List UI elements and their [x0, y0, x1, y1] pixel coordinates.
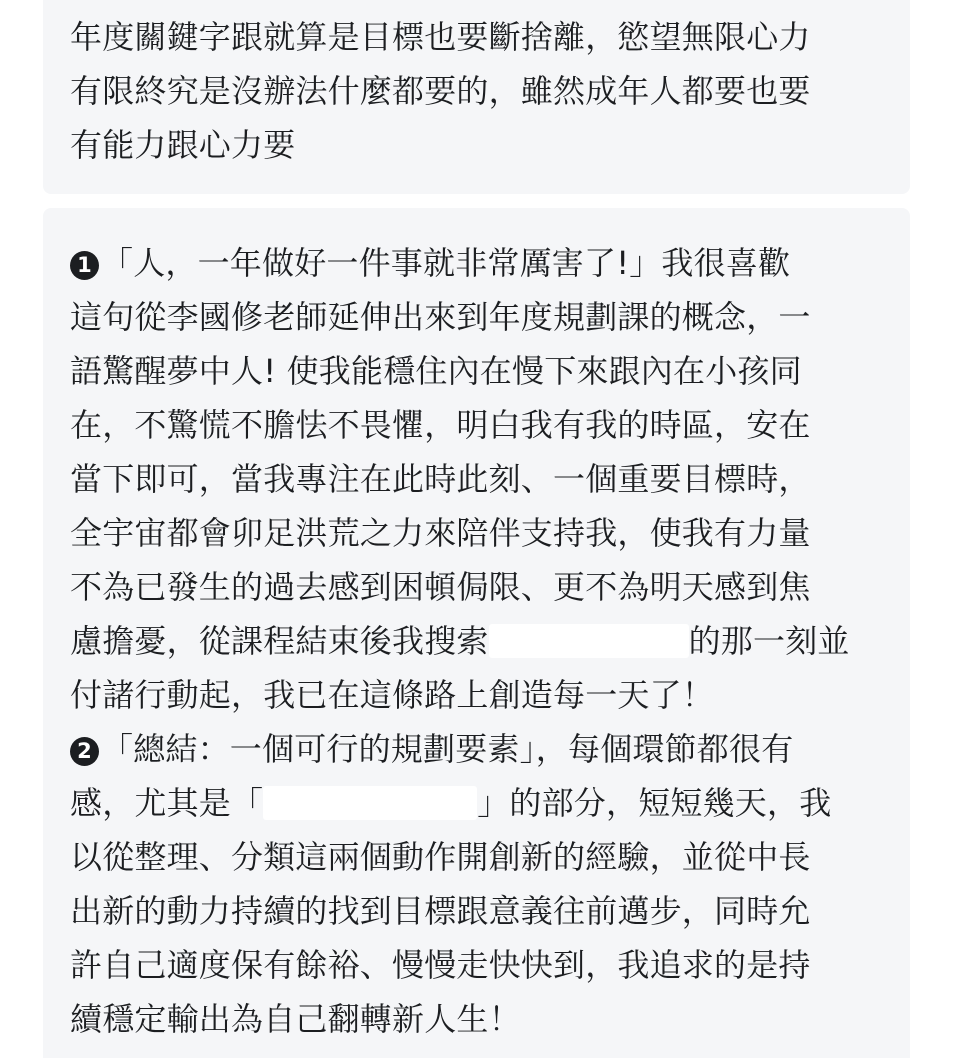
text-line: 以從整理、分類這兩個動作開創新的經驗，並從中長 — [70, 838, 811, 876]
text-line: 語驚醒夢中人! 使我能穩住內在慢下來跟內在小孩同 — [70, 352, 802, 390]
text-line: 全宇宙都會卯足洪荒之力來陪伴支持我，使我有力量 — [70, 514, 811, 552]
number-1-icon: 1 — [70, 251, 99, 280]
text-line: 出新的動力持續的找到目標跟意義往前邁步，同時允 — [70, 892, 811, 930]
list-item-1-line — [70, 243, 790, 283]
text-line: 不為已發生的過去感到困頓侷限、更不為明天感到焦 — [70, 568, 811, 606]
number-2-icon: 2 — [70, 737, 99, 766]
text-line: 有限終究是沒辦法什麼都要的，雖然成年人都要也要 — [70, 72, 811, 110]
text-segment: 感，尤其是「 — [70, 784, 264, 822]
text-line-with-redaction — [70, 621, 850, 661]
text-line: 付諸行動起，我已在這條路上創造每一天了！ — [70, 676, 715, 714]
comment-card-1 — [43, 0, 910, 194]
text-line: 續穩定輸出為自己翻轉新人生！ — [70, 1000, 521, 1038]
text-segment: 的那一刻並 — [688, 622, 850, 660]
comment-card-2 — [43, 208, 910, 1058]
text-line: 當下即可，當我專注在此時此刻、一個重要目標時， — [70, 460, 811, 498]
text-segment: 」的部分，短短幾天，我 — [477, 784, 832, 822]
text-line: 許自己適度保有餘裕、慢慢走快快到，我追求的是持 — [70, 946, 811, 984]
redaction-block — [489, 624, 689, 658]
text-line: 這句從李國修老師延伸出來到年度規劃課的概念，一 — [70, 298, 811, 336]
text-segment: 慮擔憂，從課程結束後我搜索 — [70, 622, 489, 660]
text-line: 有能力跟心力要 — [70, 126, 296, 164]
text-line-with-redaction — [70, 783, 831, 823]
redaction-block — [263, 786, 477, 820]
text-segment: 「人，一年做好一件事就非常厲害了!」我很喜歡 — [101, 244, 791, 282]
list-item-2-line — [70, 729, 793, 769]
text-line: 年度關鍵字跟就算是目標也要斷捨離，慾望無限心力 — [70, 18, 811, 56]
text-segment: 「總結：一個可行的規劃要素」，每個環節都很有 — [101, 730, 794, 768]
text-line: 在，不驚慌不膽怯不畏懼，明白我有我的時區，安在 — [70, 406, 811, 444]
